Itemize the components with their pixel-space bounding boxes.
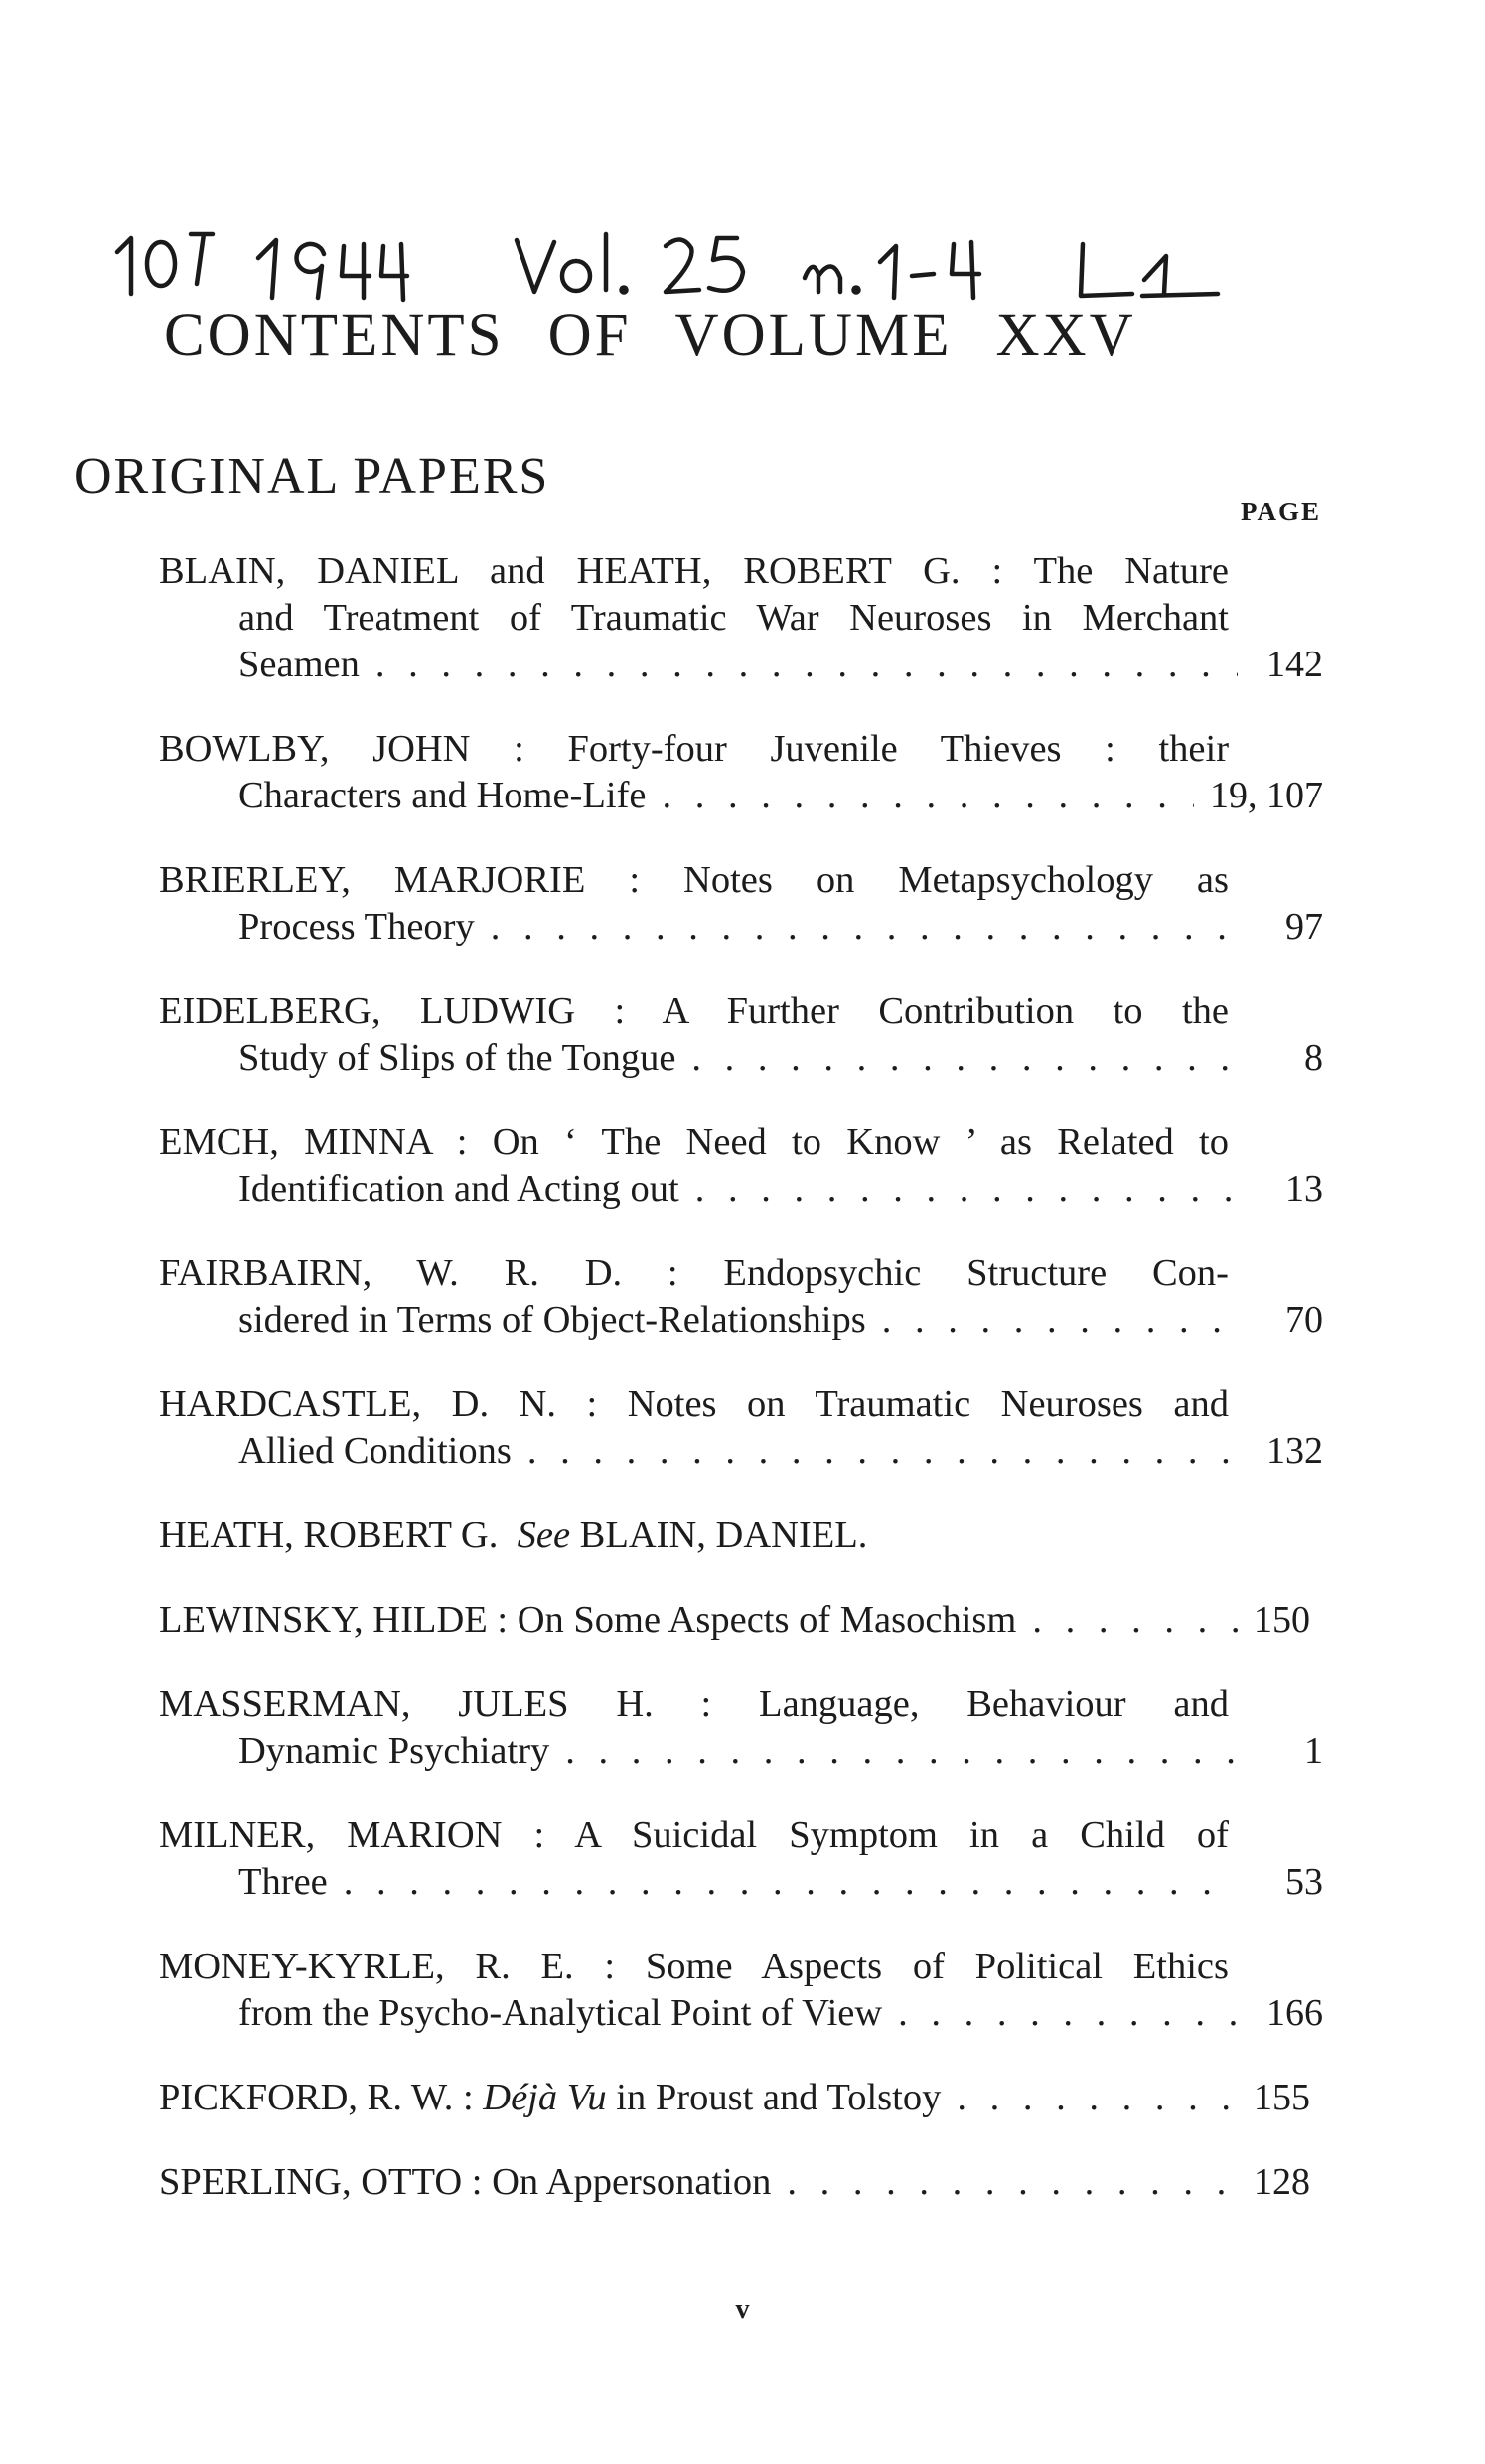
entry-page: 132 bbox=[1266, 1430, 1323, 1472]
entry-title-cont: Characters and Home-Life bbox=[238, 775, 647, 816]
entry-author: BLAIN, DANIEL and HEATH, ROBERT G. : bbox=[159, 550, 1003, 592]
entry-author: MASSERMAN, JULES H. : bbox=[159, 1683, 712, 1725]
contents-entry bbox=[159, 857, 1323, 950]
dot-leader bbox=[695, 1166, 1238, 1213]
page-folio: v bbox=[735, 2294, 750, 2325]
volume-title-word: XXV bbox=[995, 302, 1136, 368]
entry-first-line bbox=[159, 857, 1323, 904]
entry-author: HEATH, ROBERT G. bbox=[159, 1515, 499, 1556]
entry-title: in Proust and Tolstoy bbox=[616, 2077, 942, 2118]
entry-author: PICKFORD, R. W. : bbox=[159, 2077, 474, 2118]
entry-first-line bbox=[159, 1681, 1323, 1728]
entry-continuation bbox=[159, 1166, 1323, 1213]
entry-first-line bbox=[159, 1119, 1323, 1166]
entry-first-line bbox=[159, 1944, 1323, 1990]
entry-continuation bbox=[159, 773, 1323, 819]
entry-title-cont: sidered in Terms of Object-Relationships bbox=[238, 1299, 866, 1341]
entry-author: HARDCASTLE, D. N. : bbox=[159, 1383, 598, 1425]
entry-title: A Suicidal Symptom in a Child of bbox=[574, 1814, 1229, 1856]
entry-first-line bbox=[159, 548, 1323, 595]
entry-title-cont: Seamen bbox=[238, 644, 360, 685]
contents-entry bbox=[159, 1944, 1323, 2037]
entry-title-cont: Allied Conditions bbox=[238, 1430, 512, 1472]
entry-first-line bbox=[159, 2075, 1323, 2121]
entry-title-cont: Identification and Acting out bbox=[238, 1168, 679, 1210]
entry-page: 166 bbox=[1266, 1992, 1323, 2034]
contents-entry bbox=[159, 1681, 1323, 1775]
section-heading: ORIGINAL PAPERS bbox=[74, 448, 550, 505]
entry-title: Endopsychic Structure Con- bbox=[723, 1252, 1230, 1294]
entry-title-cont: and Treatment of Traumatic War Neuroses in Merchant bbox=[238, 597, 1229, 639]
entry-continuation bbox=[159, 1728, 1323, 1775]
contents-entry bbox=[159, 1513, 1323, 1559]
dot-leader bbox=[898, 1990, 1238, 2037]
entry-title-cont: Dynamic Psychiatry bbox=[238, 1730, 550, 1772]
entry-continuation bbox=[159, 1035, 1323, 1082]
see-reference-label: See bbox=[517, 1515, 571, 1556]
page-column-header: PAGE bbox=[1241, 497, 1321, 526]
contents-entry bbox=[159, 1812, 1323, 1906]
contents-entry bbox=[159, 2075, 1323, 2121]
contents-entry bbox=[159, 1119, 1323, 1213]
entry-first-line bbox=[159, 2159, 1323, 2206]
entry-page: 97 bbox=[1285, 906, 1323, 947]
entry-first-line bbox=[159, 1250, 1323, 1297]
volume-title bbox=[164, 301, 1180, 370]
entry-title: Some Aspects of Political Ethics bbox=[645, 1946, 1229, 1987]
entry-title: The Nature bbox=[1033, 550, 1229, 592]
entry-title: Forty-four Juvenile Thieves : their bbox=[567, 728, 1230, 770]
entry-title: On Appersonation bbox=[492, 2161, 772, 2203]
entry-page: 13 bbox=[1285, 1168, 1323, 1210]
dot-leader bbox=[375, 642, 1238, 688]
entry-title: On Some Aspects of Masochism bbox=[517, 1599, 1017, 1641]
entry-first-line bbox=[159, 1381, 1323, 1428]
dot-leader bbox=[957, 2075, 1238, 2121]
entry-page: 1 bbox=[1304, 1730, 1323, 1772]
handwritten-shelf-note bbox=[109, 195, 1420, 304]
entry-page: 8 bbox=[1304, 1037, 1323, 1079]
entry-title-cont: Process Theory bbox=[238, 906, 475, 947]
dot-leader bbox=[527, 1428, 1238, 1475]
contents-list bbox=[159, 548, 1323, 2244]
volume-title-word: OF bbox=[547, 302, 632, 368]
entry-author: BRIERLEY, MARJORIE : bbox=[159, 859, 641, 901]
entry-title-cont: from the Psycho-Analytical Point of View bbox=[238, 1992, 883, 2034]
entry-title: Notes on Metapsychology as bbox=[683, 859, 1230, 901]
entry-continuation bbox=[159, 595, 1323, 642]
entry-author: FAIRBAIRN, W. R. D. : bbox=[159, 1252, 678, 1294]
entry-page: 70 bbox=[1285, 1299, 1323, 1341]
see-reference-target: BLAIN, DANIEL. bbox=[579, 1515, 868, 1556]
entry-first-line bbox=[159, 1597, 1323, 1644]
entry-first-line bbox=[159, 726, 1323, 773]
entry-page: 128 bbox=[1254, 2161, 1310, 2203]
entry-title: Language, Behaviour and bbox=[759, 1683, 1229, 1725]
dot-leader bbox=[787, 2159, 1238, 2206]
volume-title-word: CONTENTS bbox=[164, 302, 505, 368]
dot-leader bbox=[344, 1859, 1238, 1906]
dot-leader bbox=[662, 773, 1194, 819]
entry-page: 155 bbox=[1254, 2077, 1310, 2118]
entry-page: 19, 107 bbox=[1210, 775, 1323, 816]
entry-continuation bbox=[159, 1859, 1323, 1906]
contents-entry bbox=[159, 548, 1323, 688]
entry-title-cont: Study of Slips of the Tongue bbox=[238, 1037, 676, 1079]
entry-first-line bbox=[159, 1513, 1323, 1559]
entry-author: BOWLBY, JOHN : bbox=[159, 728, 524, 770]
contents-entry bbox=[159, 726, 1323, 819]
entry-title-cont: Three bbox=[238, 1861, 328, 1903]
dot-leader bbox=[691, 1035, 1238, 1082]
entry-author: SPERLING, OTTO : bbox=[159, 2161, 483, 2203]
volume-title-word: VOLUME bbox=[674, 302, 953, 368]
entry-author: LEWINSKY, HILDE : bbox=[159, 1599, 509, 1641]
dot-leader bbox=[565, 1728, 1238, 1775]
entry-first-line bbox=[159, 1812, 1323, 1859]
entry-author: EMCH, MINNA : bbox=[159, 1121, 468, 1163]
entry-author: MONEY-KYRLE, R. E. : bbox=[159, 1946, 616, 1987]
dot-leader bbox=[882, 1297, 1238, 1344]
dot-leader bbox=[491, 904, 1238, 950]
entry-page: 142 bbox=[1266, 644, 1323, 685]
entry-continuation bbox=[159, 1428, 1323, 1475]
entry-title: Notes on Traumatic Neuroses and bbox=[627, 1383, 1229, 1425]
entry-continuation bbox=[159, 642, 1323, 688]
entry-page: 150 bbox=[1254, 1599, 1310, 1641]
entry-title-italic: Déjà Vu bbox=[483, 2077, 607, 2118]
entry-continuation bbox=[159, 1297, 1323, 1344]
entry-author: EIDELBERG, LUDWIG : bbox=[159, 990, 626, 1032]
entry-page: 53 bbox=[1285, 1861, 1323, 1903]
dot-leader bbox=[1032, 1597, 1238, 1644]
contents-entry bbox=[159, 2159, 1323, 2206]
contents-entry bbox=[159, 1381, 1323, 1475]
contents-entry bbox=[159, 1250, 1323, 1344]
entry-first-line bbox=[159, 988, 1323, 1035]
entry-continuation bbox=[159, 1990, 1323, 2037]
entry-continuation bbox=[159, 904, 1323, 950]
contents-entry bbox=[159, 1597, 1323, 1644]
entry-author: MILNER, MARION : bbox=[159, 1814, 545, 1856]
contents-entry bbox=[159, 988, 1323, 1082]
entry-title: A Further Contribution to the bbox=[662, 990, 1229, 1032]
entry-title: On ‘ The Need to Know ’ as Related to bbox=[492, 1121, 1230, 1163]
